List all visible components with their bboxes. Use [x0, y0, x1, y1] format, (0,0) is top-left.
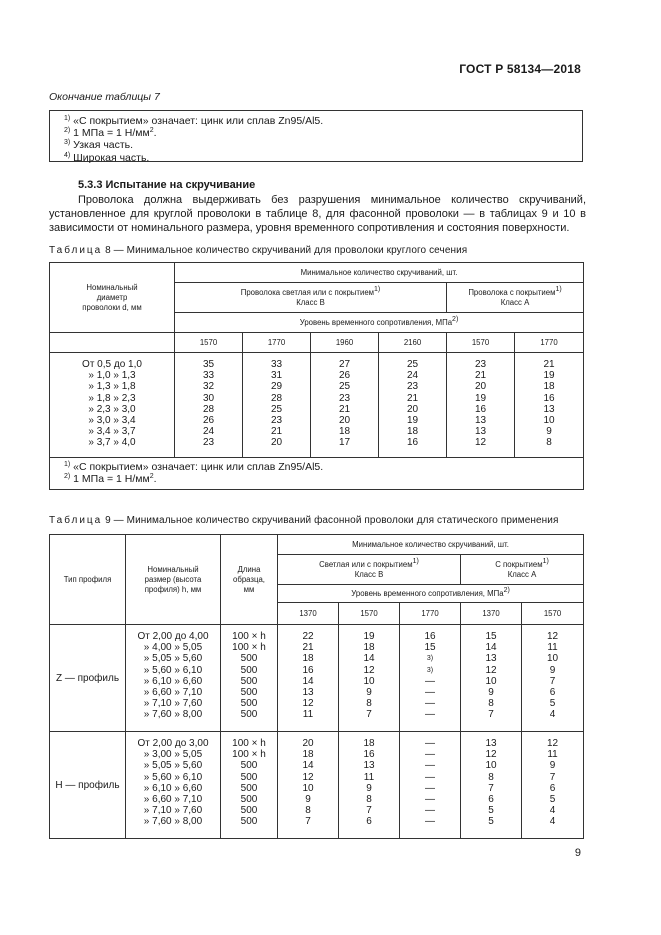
- class-a-header: С покрытием$^{1)}$ Класс A: [461, 555, 584, 585]
- table8-note-2: $^{2)}$ 1 МПа = 1 $Н/мм^2$.: [64, 473, 157, 486]
- twist-count-header: Минимальное количество скручиваний, шт.: [175, 263, 584, 283]
- table7-note-4: $^{4)}$ Широкая часть.: [64, 151, 150, 164]
- table9-caption: Таблица 9 — Минимальное количество скручиваний фасонной проволоки для статического применения: [49, 515, 559, 526]
- length-column: 100 × h 100 × h 500 500 500 500 500 500: [221, 732, 278, 839]
- size-column: От 2,00 до 3,00 » 3,00 » 5,05 » 5,05 » 5,60 » 5,60 » 6,10 » 6,10 » 6,60 » 6,60 » 7,10 » 7,10 » 7,60 » 7,60 » 8,00: [126, 732, 221, 839]
- diameter-column: От 0,5 до 1,0 » 1,0 » 1,3 » 1,3 » 1,8 » 1,8 » 2,3 » 2,3 » 3,0 » 3,0 » 3,4 » 3,4 » 3,7 » 3,7 » 4,0: [50, 353, 175, 458]
- level-cell: 1370: [461, 603, 522, 625]
- level-cell: 1370: [278, 603, 339, 625]
- value-column: 16 15 3) 3) — — — —: [400, 625, 461, 732]
- value-column: 22 21 18 16 14 13 12 11: [278, 625, 339, 732]
- value-column: 25 24 23 21 20 19 18 16: [379, 353, 447, 458]
- value-column: 12 11 10 9 7 6 5 4: [522, 625, 584, 732]
- value-column: 12 11 9 7 6 5 4 4: [522, 732, 584, 839]
- strength-header: Уровень временного сопротивления, МПа$^{2)}$: [175, 313, 584, 333]
- value-column: 15 14 13 12 10 9 8 7: [461, 625, 522, 732]
- class-a-header: Проволока с покрытием$^{1)}$ Класс A: [447, 283, 584, 313]
- table8-note-1: $^{1)}$ «С покрытием» означает: цинк или сплав Zn95/Al5.: [64, 461, 324, 473]
- value-column: 20 18 14 12 10 9 8 7: [278, 732, 339, 839]
- standard-header: ГОСТ Р 58134—2018: [459, 62, 581, 76]
- table7-notes: [49, 110, 583, 162]
- level-cell: 1770: [243, 333, 311, 353]
- level-cell: 1770: [400, 603, 461, 625]
- sample-length-header: Длина образца, мм: [221, 535, 278, 625]
- table8-notes: [50, 458, 584, 490]
- value-column: 35 33 32 30 28 26 24 23: [175, 353, 243, 458]
- table7-note-2: $^{2)}$ 1 МПа = 1 $Н/мм^2$.: [64, 127, 157, 140]
- level-cell: 1570: [339, 603, 400, 625]
- table7-note-3: $^{3)}$ Узкая часть.: [64, 139, 134, 152]
- value-column: 33 31 29 28 25 23 21 20: [243, 353, 311, 458]
- size-column: От 2,00 до 4,00 » 4,00 » 5,05 » 5,05 » 5,60 » 5,60 » 6,10 » 6,10 » 6,60 » 6,60 » 7,10 » 7,10 » 7,60 » 7,60 » 8,00: [126, 625, 221, 732]
- profile-type-cell: Z — профиль: [50, 625, 126, 732]
- table7-note-1: $^{1)}$ «С покрытием» означает: цинк или сплав Zn95/Al5.: [64, 115, 324, 127]
- level-cell: 1770: [515, 333, 584, 353]
- profile-type-header: Тип профиля: [50, 535, 126, 625]
- class-b-header: Проволока светлая или с покрытием$^{1)}$ Класс B: [175, 283, 447, 313]
- table-8: [49, 262, 584, 490]
- value-column: 19 18 14 12 10 9 8 7: [339, 625, 400, 732]
- level-cell: 2160: [379, 333, 447, 353]
- length-column: 100 × h 100 × h 500 500 500 500 500 500: [221, 625, 278, 732]
- page-number: 9: [574, 847, 581, 859]
- level-cell: 1570: [522, 603, 584, 625]
- table8-caption: Таблица 8 — Минимальное количество скручиваний для проволоки круглого сечения: [49, 245, 468, 256]
- class-b-header: Светлая или с покрытием$^{1)}$ Класс B: [278, 555, 461, 585]
- value-column: 27 26 25 23 21 20 18 17: [311, 353, 379, 458]
- profile-type-cell: H — профиль: [50, 732, 126, 839]
- value-column: 23 21 20 19 16 13 13 12: [447, 353, 515, 458]
- strength-header: Уровень временного сопротивления, МПа$^{2)}$: [278, 585, 584, 603]
- diameter-header: Номинальный диаметр проволоки d, мм: [50, 263, 175, 333]
- section-title: 5.3.3 Испытание на скручивание: [78, 179, 256, 191]
- twist-count-header: Минимальное количество скручиваний, шт.: [278, 535, 584, 555]
- level-blank: [50, 333, 175, 353]
- level-cell: 1570: [175, 333, 243, 353]
- section-text: Проволока должна выдерживать без разрушения минимальное количество скручиваний, установленное для круглой проволоки в таблице 8, для фасонной проволоки — в таблицах 9 и 10 в зависимости от номинального размера, уровня временного сопротивления и состояния поверхности.: [49, 194, 586, 234]
- table-9: [49, 534, 584, 839]
- table-continuation-caption: Окончание таблицы 7: [49, 91, 160, 103]
- value-column: — — — — — — — —: [400, 732, 461, 839]
- value-column: 21 19 18 16 13 10 9 8: [515, 353, 584, 458]
- value-column: 18 16 13 11 9 8 7 6: [339, 732, 400, 839]
- value-column: 13 12 10 8 7 6 5 5: [461, 732, 522, 839]
- nominal-size-header: Номинальный размер (высота профиля) h, мм: [126, 535, 221, 625]
- level-cell: 1960: [311, 333, 379, 353]
- level-cell: 1570: [447, 333, 515, 353]
